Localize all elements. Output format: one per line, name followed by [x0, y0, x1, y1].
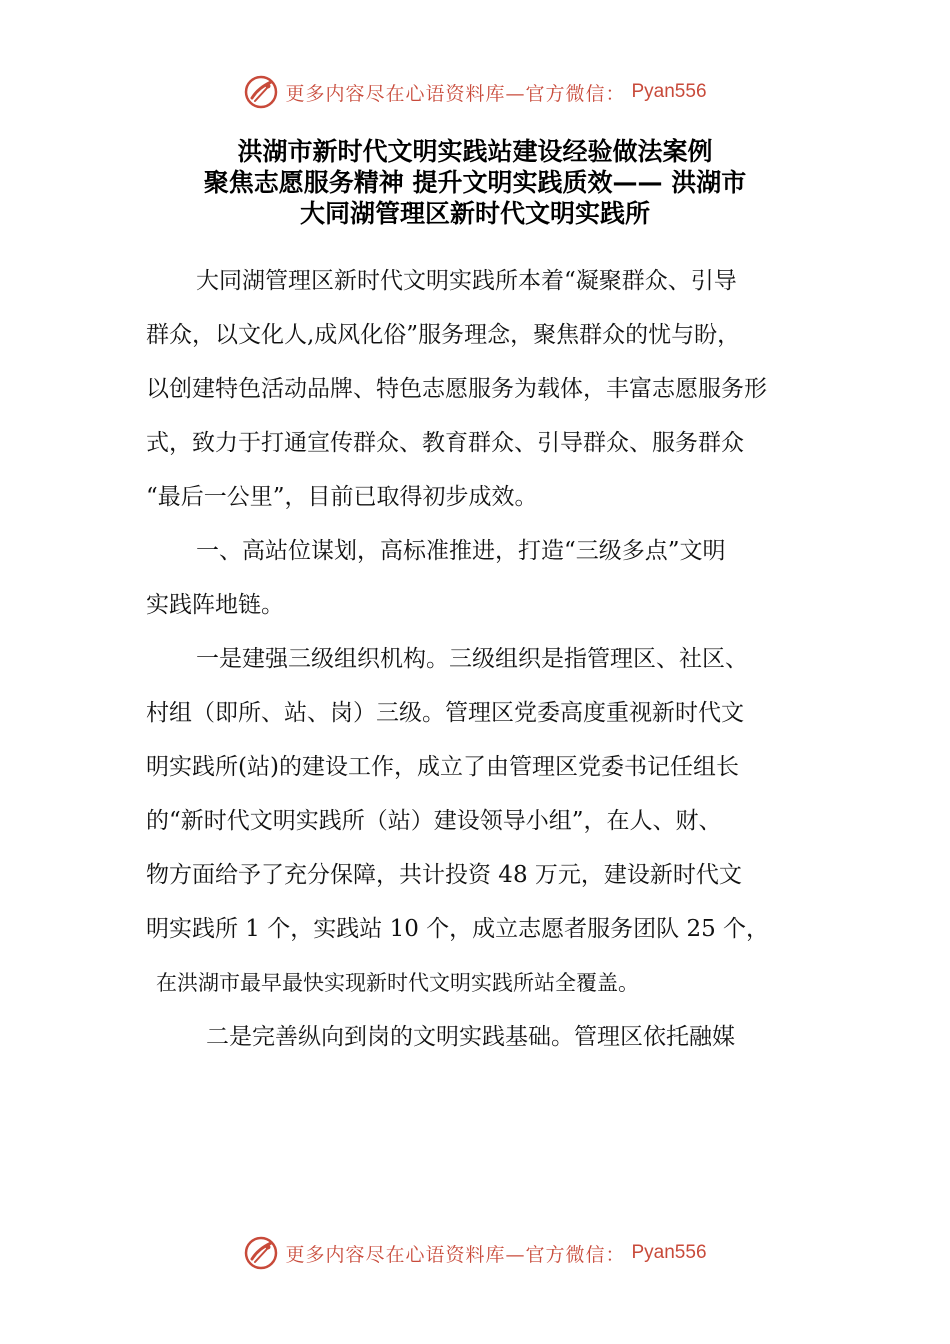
body-line: 二是完善纵向到岗的文明实践基础。管理区依托融媒 — [206, 1024, 735, 1050]
title-line-3: 大同湖管理区新时代文明实践所 — [299, 199, 650, 228]
header-banner — [0, 70, 950, 114]
body-line: “最后一公里”，目前已取得初步成效。 — [146, 484, 538, 510]
body-line: 一是建强三级组织机构。三级组织是指管理区、社区、 — [196, 646, 748, 672]
body-line: 的“新时代文明实践所（站）建设领导小组”，在人、财、 — [146, 808, 722, 834]
section-heading: 一、高站位谋划，高标准推进，打造“三级多点”文明 — [196, 538, 726, 564]
banner-text: 更多内容尽在心语资料库—官方微信： — [285, 1243, 626, 1266]
body-line: 在洪湖市最早最快实现新时代文明实践所站全覆盖。 — [156, 971, 639, 995]
document-title — [0, 136, 950, 229]
title-line-1: 洪湖市新时代文明实践站建设经验做法案例 — [237, 137, 713, 166]
banner-wechat-id: Pyan556 — [631, 1242, 707, 1263]
section-heading: 实践阵地链。 — [146, 592, 284, 618]
body-line: 村组（即所、站、岗）三级。管理区党委高度重视新时代文 — [146, 700, 744, 726]
body-line: 物方面给予了充分保障，共计投资 48 万元，建设新时代文 — [146, 862, 742, 888]
brand-logo-icon — [243, 1235, 279, 1271]
body-line: 群众，以文化人,成风化俗”服务理念，聚焦群众的忧与盼， — [146, 322, 741, 348]
banner-text: 更多内容尽在心语资料库—官方微信： — [285, 82, 626, 105]
body-line: 大同湖管理区新时代文明实践所本着“凝聚群众、引导 — [196, 268, 737, 294]
banner-wechat-id: Pyan556 — [631, 81, 707, 102]
body-line: 明实践所 1 个，实践站 10 个，成立志愿者服务团队 25 个， — [146, 916, 770, 942]
body-line: 明实践所(站)的建设工作，成立了由管理区党委书记任组长 — [146, 754, 739, 780]
title-line-2: 聚焦志愿服务精神 提升文明实践质效—— 洪湖市 — [203, 168, 747, 197]
brand-logo-icon — [243, 74, 279, 110]
body-line: 式，致力于打通宣传群众、教育群众、引导群众、服务群众 — [146, 430, 744, 456]
footer-banner — [0, 1231, 950, 1275]
document-body — [146, 254, 822, 1064]
body-line: 以创建特色活动品牌、特色志愿服务为载体，丰富志愿服务形 — [146, 376, 767, 402]
